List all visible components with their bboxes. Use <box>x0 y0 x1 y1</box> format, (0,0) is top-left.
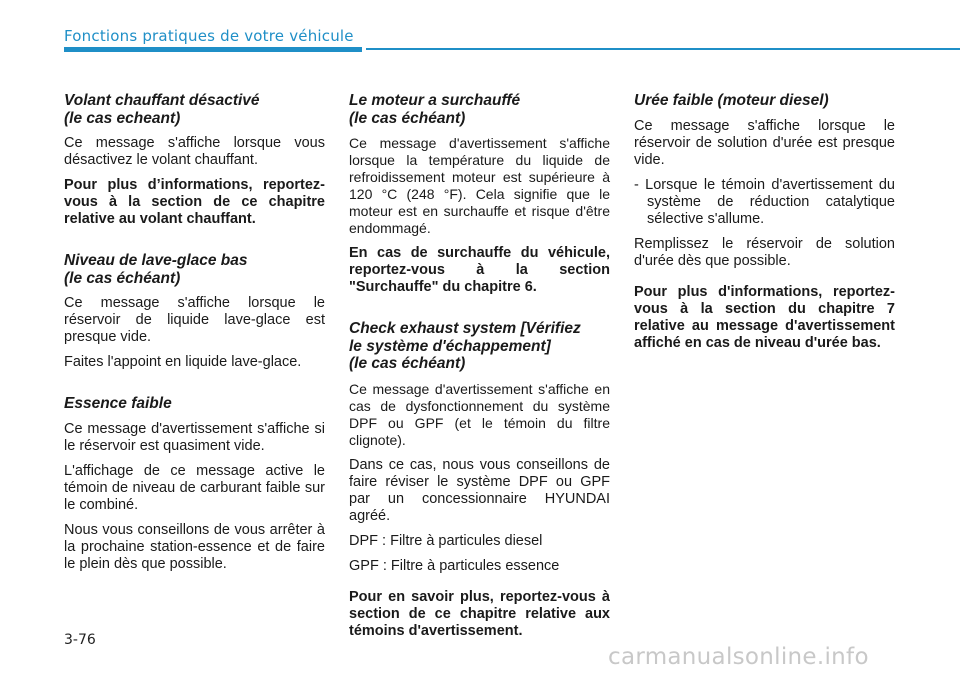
column-3 <box>634 92 895 360</box>
section-title-heated-wheel <box>64 92 325 127</box>
section-title-line: Volant chauffant désactivé <box>64 92 260 109</box>
section-title-line: (le cas échéant) <box>349 109 466 127</box>
paragraph: DPF : Filtre à particules diesel <box>349 532 543 549</box>
paragraph: Ce message s'affiche lorsque le réservoir de liquide lave-glace est presque vide. <box>64 295 325 345</box>
bold-paragraph: En cas de surchauffe du véhicule, reportez-vous à la section "Surchauffe" du chapitre 6. <box>349 245 610 295</box>
section-title-engine-overheat <box>349 92 610 127</box>
paragraph: Nous vous conseillons de vous arrêter à la prochaine station-essence et de faire le plein dès que possible. <box>64 521 325 572</box>
paragraph: Ce message d'avertissement s'affiche en cas de dysfonctionnement du système DPF ou GPF (et le témoin du filtre clignote). <box>349 380 610 448</box>
paragraph: Ce message s'affiche lorsque vous désactivez le volant chauffant. <box>64 135 325 168</box>
section-title-exhaust-system <box>349 320 610 373</box>
bold-paragraph: Pour en savoir plus, reportez-vous à section de ce chapitre relative aux témoins d'avertissement. <box>349 588 610 639</box>
paragraph: Remplissez le réservoir de solution d'urée dès que possible. <box>634 235 895 269</box>
page-header-title: Fonctions pratiques de votre véhicule <box>64 27 354 45</box>
paragraph: L'affichage de ce message active le témoin de niveau de carburant faible sur le combiné. <box>64 462 325 513</box>
header-rule <box>366 48 960 50</box>
paragraph: Dans ce cas, nous vous conseillons de faire réviser le système DPF ou GPF par un concessionnaire HYUNDAI agréé. <box>349 456 610 524</box>
column-2 <box>349 92 610 648</box>
section-title-line: Check exhaust system [Vérifiez <box>349 320 581 337</box>
section-title-line: le système d'échappement] <box>349 337 551 355</box>
bold-paragraph: Pour plus d’informations, reportez-vous à la section de ce chapitre relative au volant chauffant. <box>64 177 325 227</box>
watermark: carmanualsonline.info <box>608 644 869 670</box>
header-accent-bar <box>64 47 362 52</box>
page-number: 3-76 <box>64 632 96 648</box>
section-title-line: (le cas echeant) <box>64 109 181 127</box>
column-1 <box>64 92 325 581</box>
paragraph: Ce message d'avertissement s'affiche si le réservoir est quasiment vide. <box>64 420 325 454</box>
list-item: - Lorsque le témoin d'avertissement du système de réduction catalytique sélective s'allume. <box>634 176 895 227</box>
paragraph: Faites l'appoint en liquide lave-glace. <box>64 354 302 370</box>
section-title-line: (le cas échéant) <box>64 269 181 287</box>
section-title-line: Niveau de lave-glace bas <box>64 252 248 269</box>
section-title-line: (le cas échéant) <box>349 355 466 372</box>
section-title-low-fuel: Essence faible <box>64 395 172 412</box>
paragraph: GPF : Filtre à particules essence <box>349 557 560 574</box>
paragraph: Ce message s'affiche lorsque le réservoir de solution d'urée est presque vide. <box>634 117 895 168</box>
bold-paragraph: Pour plus d'informations, reportez-vous à la section du chapitre 7 relative au message d'avertissement affiché en cas de niveau d'urée bas. <box>634 283 895 351</box>
section-title-line: Le moteur a surchauffé <box>349 92 521 109</box>
section-title-low-urea: Urée faible (moteur diesel) <box>634 92 829 109</box>
paragraph: Ce message d'avertissement s'affiche lorsque la température du liquide de refroidissement moteur est supérieure à 120 °C (248 °F). Cela signifie que le moteur est en surchauffe et risque d'être endommagé. <box>349 135 610 236</box>
section-title-washer-fluid <box>64 252 325 287</box>
